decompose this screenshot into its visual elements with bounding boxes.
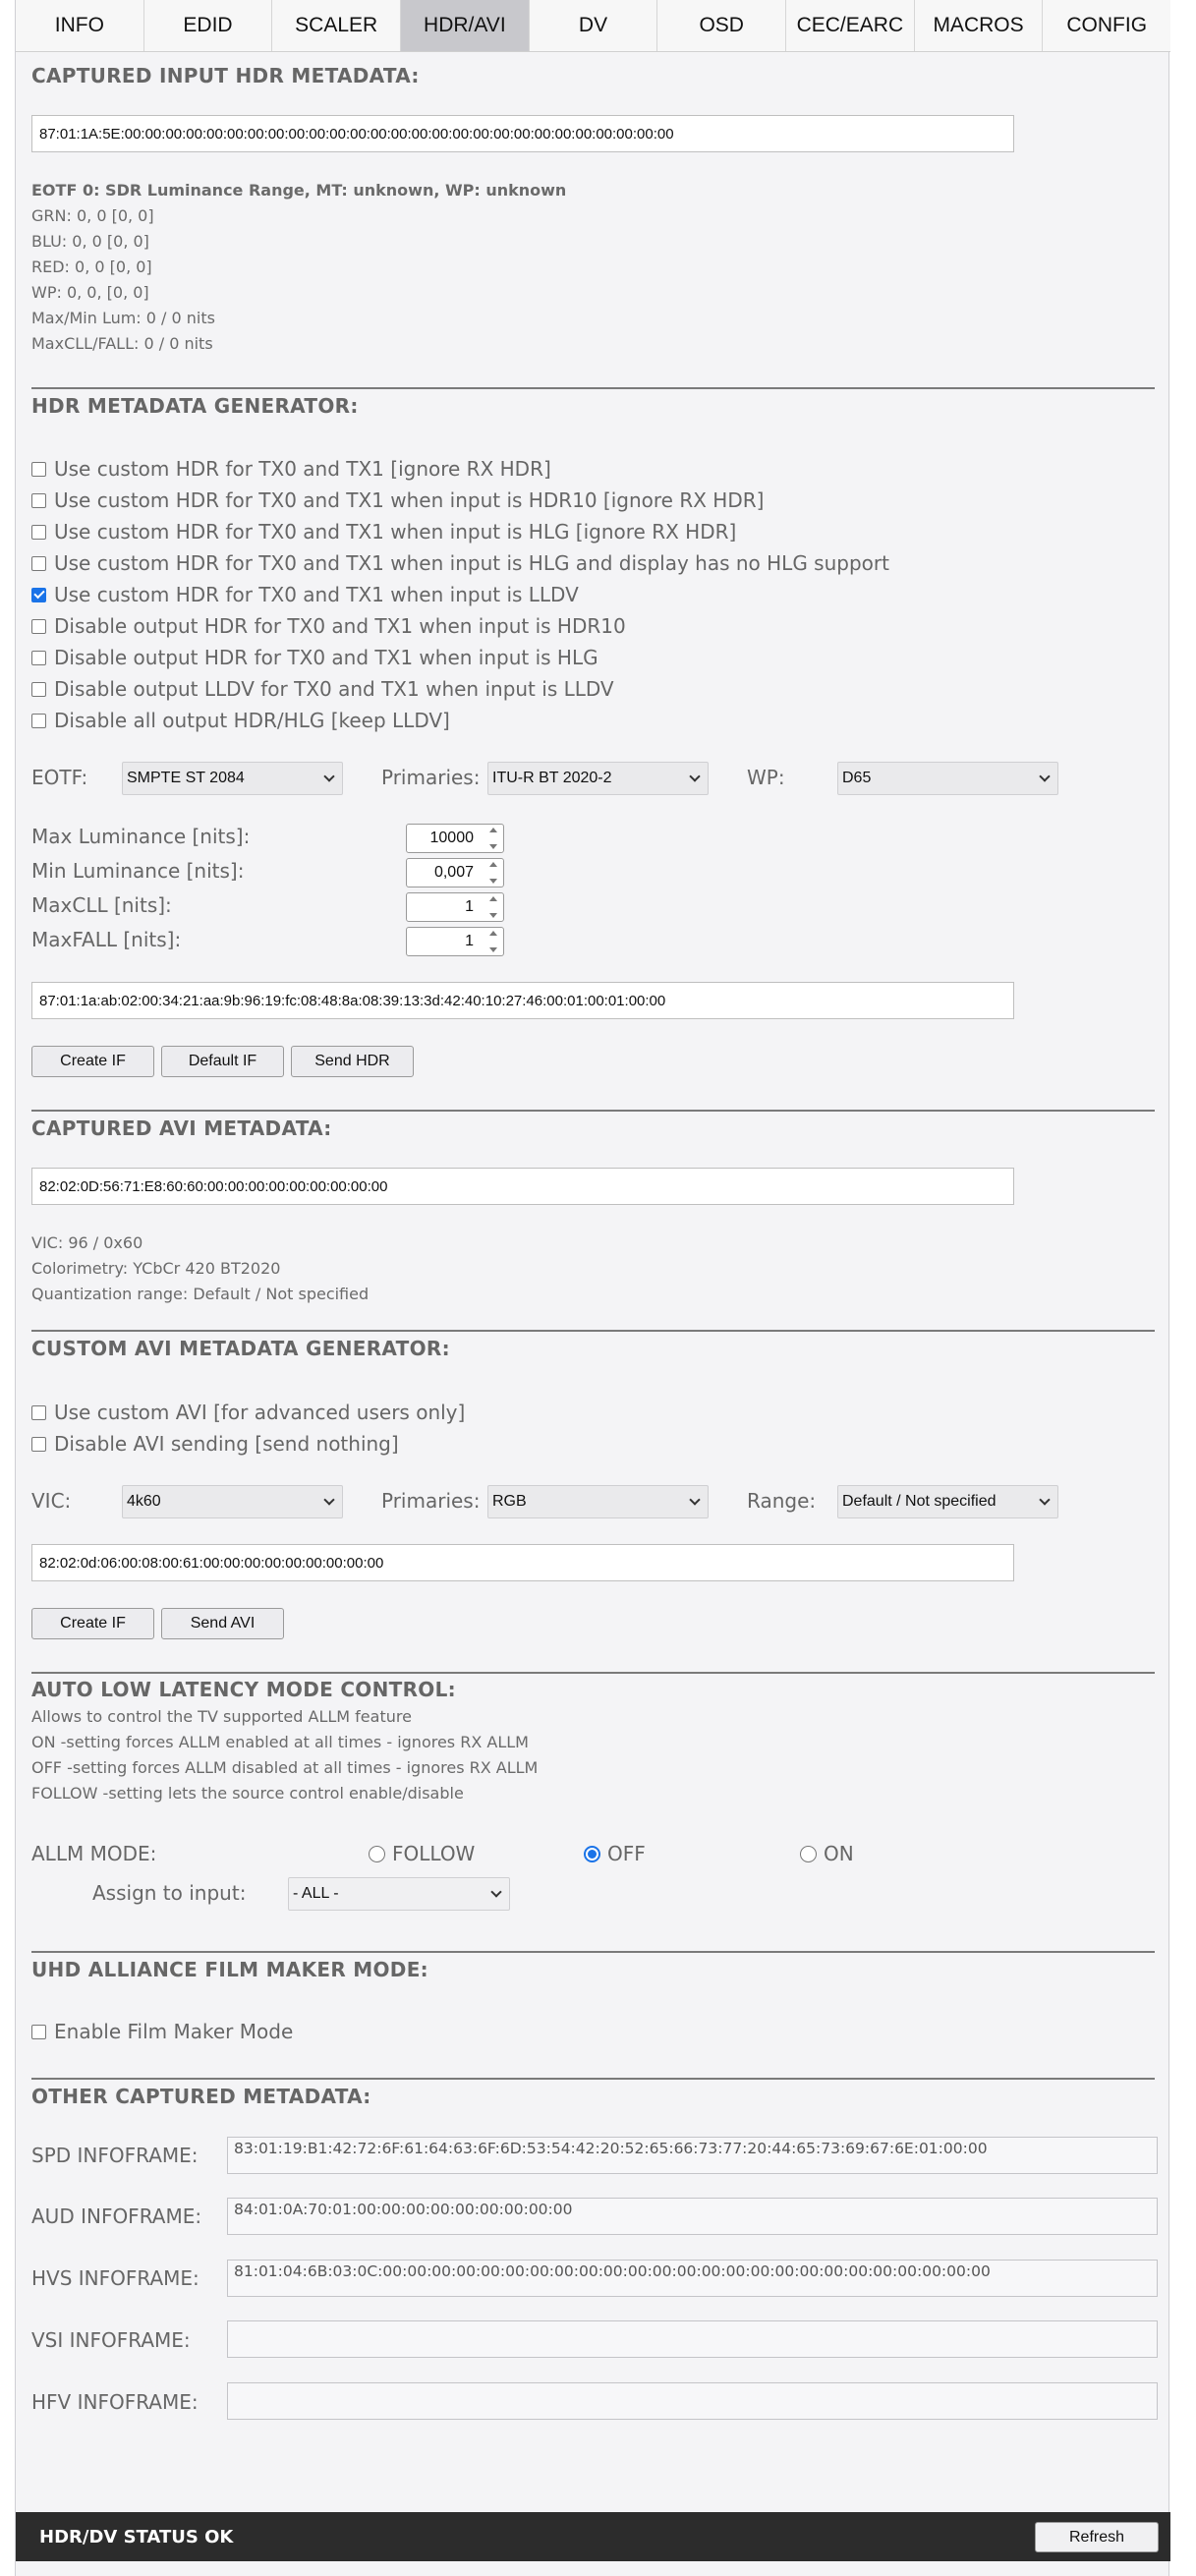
tab-edid[interactable]: EDID bbox=[144, 0, 273, 51]
tab-osd[interactable]: OSD bbox=[657, 0, 786, 51]
max-lum-input[interactable] bbox=[406, 824, 504, 853]
refresh-button[interactable]: Refresh bbox=[1035, 2522, 1159, 2552]
maxcll-label: MaxCLL [nits]: bbox=[31, 893, 172, 917]
checkbox-icon[interactable] bbox=[31, 1437, 46, 1452]
avi-colorimetry-line: Colorimetry: YCbCr 420 BT2020 bbox=[31, 1259, 281, 1278]
allm-radio-off[interactable] bbox=[584, 1842, 646, 1865]
status-text: HDR/DV STATUS OK bbox=[39, 2526, 234, 2547]
avi-primaries-label: Primaries: bbox=[381, 1489, 481, 1513]
range-label: Range: bbox=[747, 1489, 817, 1513]
checkbox-icon[interactable] bbox=[31, 619, 46, 634]
vsi-infoframe bbox=[227, 2320, 1158, 2358]
checkbox-icon[interactable] bbox=[31, 462, 46, 477]
checkbox-label: Use custom AVI [for advanced users only] bbox=[54, 1401, 466, 1424]
maxcll-input[interactable] bbox=[406, 892, 504, 922]
checkbox-label: Use custom HDR for TX0 and TX1 when input is HLG and display has no HLG support bbox=[54, 551, 889, 575]
maxfall-label: MaxFALL [nits]: bbox=[31, 928, 182, 951]
avi-hex-input[interactable]: 82:02:0d:06:00:08:00:61:00:00:00:00:00:00:00:00:00 bbox=[31, 1544, 1014, 1581]
tab-info[interactable]: INFO bbox=[16, 0, 144, 51]
film-maker-checkbox[interactable] bbox=[31, 2019, 293, 2044]
create-if-button[interactable]: Create IF bbox=[31, 1046, 154, 1077]
captured-hdr-title: CAPTURED INPUT HDR METADATA: bbox=[31, 64, 420, 87]
avi-primaries-select[interactable]: RGB bbox=[487, 1485, 709, 1518]
hdr-checkbox-5[interactable] bbox=[31, 613, 626, 639]
assign-input-select[interactable]: - ALL - bbox=[288, 1877, 510, 1911]
avi-checkbox-1[interactable] bbox=[31, 1431, 399, 1457]
hdr-lum-line: Max/Min Lum: 0 / 0 nits bbox=[31, 309, 215, 327]
allm-radio-follow[interactable] bbox=[369, 1842, 475, 1865]
hdr-checkbox-2[interactable] bbox=[31, 519, 736, 544]
maxfall-input[interactable] bbox=[406, 927, 504, 956]
captured-hdr-info bbox=[31, 178, 566, 357]
assign-input-label: Assign to input: bbox=[92, 1881, 247, 1905]
spinner-icon[interactable] bbox=[486, 931, 500, 952]
divider bbox=[31, 387, 1155, 389]
divider bbox=[31, 1110, 1155, 1112]
checkbox-icon[interactable] bbox=[31, 493, 46, 508]
avi-gen-title: CUSTOM AVI METADATA GENERATOR: bbox=[31, 1337, 450, 1360]
hdr-checkbox-8[interactable] bbox=[31, 708, 450, 733]
checkbox-icon[interactable] bbox=[31, 1405, 46, 1420]
radio-label: OFF bbox=[607, 1842, 646, 1865]
hdr-checkbox-3[interactable] bbox=[31, 550, 889, 576]
other-title: OTHER CAPTURED METADATA: bbox=[31, 2085, 371, 2108]
allm-mode-label: ALLM MODE: bbox=[31, 1842, 157, 1865]
radio-icon[interactable] bbox=[369, 1846, 385, 1862]
captured-avi-info bbox=[31, 1231, 369, 1307]
checkbox-icon[interactable] bbox=[31, 714, 46, 728]
checkbox-icon[interactable] bbox=[31, 682, 46, 697]
spd-label: SPD INFOFRAME: bbox=[31, 2144, 199, 2167]
hdr-cll-line: MaxCLL/FALL: 0 / 0 nits bbox=[31, 334, 213, 353]
divider bbox=[31, 1951, 1155, 1953]
min-lum-input[interactable] bbox=[406, 858, 504, 887]
hdr-checkbox-4[interactable] bbox=[31, 582, 579, 607]
checkbox-icon[interactable] bbox=[31, 651, 46, 665]
avi-vic-line: VIC: 96 / 0x60 bbox=[31, 1233, 143, 1252]
spinner-icon[interactable] bbox=[486, 896, 500, 918]
checkbox-icon[interactable] bbox=[31, 556, 46, 571]
aud-label: AUD INFOFRAME: bbox=[31, 2204, 202, 2228]
wp-label: WP: bbox=[747, 766, 785, 789]
checkbox-label: Disable AVI sending [send nothing] bbox=[54, 1432, 399, 1456]
tab-config[interactable]: CONFIG bbox=[1066, 14, 1148, 36]
hfv-label: HFV INFOFRAME: bbox=[31, 2390, 199, 2414]
divider bbox=[31, 2078, 1155, 2080]
spinner-icon[interactable] bbox=[486, 828, 500, 849]
min-lum-value: 0,007 bbox=[433, 864, 474, 881]
avi-quant-line: Quantization range: Default / Not specified bbox=[31, 1285, 370, 1303]
main-frame bbox=[15, 0, 1169, 2576]
checkbox-label: Disable output HDR for TX0 and TX1 when input is HDR10 bbox=[54, 614, 626, 638]
checkbox-icon[interactable] bbox=[31, 525, 46, 540]
allm-info bbox=[31, 1704, 538, 1806]
hdr-wp-line: WP: 0, 0, [0, 0] bbox=[31, 283, 149, 302]
radio-label: FOLLOW bbox=[392, 1842, 476, 1865]
checkbox-label: Use custom HDR for TX0 and TX1 when input is HLG [ignore RX HDR] bbox=[54, 520, 737, 544]
max-lum-value: 10000 bbox=[429, 830, 474, 846]
hdr-checkbox-0[interactable] bbox=[31, 456, 551, 482]
tab-dv[interactable]: DV bbox=[530, 0, 658, 51]
captured-avi-value: 82:02:0D:56:71:E8:60:60:00:00:00:00:00:00:00:00:00 bbox=[31, 1168, 1014, 1205]
eotf-select[interactable]: SMPTE ST 2084 bbox=[122, 762, 343, 795]
send-hdr-button[interactable]: Send HDR bbox=[291, 1046, 414, 1077]
tab-macros[interactable]: MACROS bbox=[915, 0, 1044, 51]
checkbox-label: Use custom HDR for TX0 and TX1 when input is HDR10 [ignore RX HDR] bbox=[54, 488, 765, 512]
spd-infoframe: 83:01:19:B1:42:72:6F:61:64:63:6F:6D:53:54:42:20:52:65:66:73:77:20:44:65:73:69:67:6E:01:00:00 bbox=[227, 2137, 1158, 2174]
aud-infoframe: 84:01:0A:70:01:00:00:00:00:00:00:00:00:00 bbox=[227, 2198, 1158, 2235]
hdr-blu-line: BLU: 0, 0 [0, 0] bbox=[31, 232, 149, 251]
vic-select[interactable]: 4k60 bbox=[122, 1485, 343, 1518]
vsi-label: VSI INFOFRAME: bbox=[31, 2328, 191, 2352]
tab-bar bbox=[16, 0, 1170, 52]
hdr-red-line: RED: 0, 0 [0, 0] bbox=[31, 258, 152, 276]
avi-checkbox-0[interactable] bbox=[31, 1400, 465, 1425]
hdr-gen-title: HDR METADATA GENERATOR: bbox=[31, 394, 359, 418]
divider bbox=[31, 1330, 1155, 1332]
divider bbox=[31, 1672, 1155, 1674]
tab-scaler[interactable]: SCALER bbox=[272, 0, 401, 51]
checkbox-label: Disable all output HDR/HLG [keep LLDV] bbox=[54, 709, 450, 732]
hdr-hex-input[interactable]: 87:01:1a:ab:02:00:34:21:aa:9b:96:19:fc:08:48:8a:08:39:13:3d:42:40:10:27:46:00:01:00:01:00:00 bbox=[31, 982, 1014, 1019]
maxfall-value: 1 bbox=[465, 933, 474, 949]
tab-cec-earc[interactable]: CEC/EARC bbox=[786, 0, 915, 51]
fmm-title: UHD ALLIANCE FILM MAKER MODE: bbox=[31, 1958, 428, 1981]
allm-title: AUTO LOW LATENCY MODE CONTROL: bbox=[31, 1678, 456, 1701]
hfv-infoframe bbox=[227, 2382, 1158, 2420]
allm-line: OFF -setting forces ALLM disabled at all times - ignores RX ALLM bbox=[31, 1758, 539, 1777]
radio-selected-icon[interactable] bbox=[584, 1846, 600, 1862]
send-avi-button[interactable]: Send AVI bbox=[161, 1608, 284, 1639]
captured-avi-title: CAPTURED AVI METADATA: bbox=[31, 1116, 332, 1140]
allm-line: ON -setting forces ALLM enabled at all times - ignores RX ALLM bbox=[31, 1733, 529, 1751]
avi-create-if-button[interactable]: Create IF bbox=[31, 1608, 154, 1639]
captured-hdr-value: 87:01:1A:5E:00:00:00:00:00:00:00:00:00:00:00:00:00:00:00:00:00:00:00:00:00:00:00:00:00:00:00 bbox=[31, 115, 1014, 152]
allm-line: Allows to control the TV supported ALLM feature bbox=[31, 1707, 412, 1726]
maxcll-value: 1 bbox=[465, 898, 474, 915]
default-if-button[interactable]: Default IF bbox=[161, 1046, 284, 1077]
range-select[interactable]: Default / Not specified bbox=[837, 1485, 1058, 1518]
checkbox-label: Disable output HDR for TX0 and TX1 when input is HLG bbox=[54, 646, 598, 669]
wp-select[interactable]: D65 bbox=[837, 762, 1058, 795]
checkbox-label: Enable Film Maker Mode bbox=[54, 2020, 294, 2043]
min-lum-label: Min Luminance [nits]: bbox=[31, 859, 245, 883]
checkbox-label: Disable output LLDV for TX0 and TX1 when input is LLDV bbox=[54, 677, 614, 701]
radio-icon[interactable] bbox=[800, 1846, 817, 1862]
primaries-select[interactable]: ITU-R BT 2020-2 bbox=[487, 762, 709, 795]
radio-label: ON bbox=[824, 1842, 854, 1865]
eotf-label: EOTF: bbox=[31, 766, 88, 789]
checkbox-checked-icon[interactable] bbox=[31, 588, 46, 602]
max-lum-label: Max Luminance [nits]: bbox=[31, 825, 251, 848]
primaries-label: Primaries: bbox=[381, 766, 481, 789]
checkbox-label: Use custom HDR for TX0 and TX1 when input is LLDV bbox=[54, 583, 579, 606]
tab-hdr-avi[interactable]: HDR/AVI bbox=[401, 0, 530, 51]
hdr-grn-line: GRN: 0, 0 [0, 0] bbox=[31, 206, 154, 225]
spinner-icon[interactable] bbox=[486, 862, 500, 884]
hdr-checkbox-7[interactable] bbox=[31, 676, 614, 702]
allm-line: FOLLOW -setting lets the source control enable/disable bbox=[31, 1784, 464, 1803]
hvs-label: HVS INFOFRAME: bbox=[31, 2266, 199, 2290]
status-bar bbox=[16, 2512, 1170, 2561]
vic-label: VIC: bbox=[31, 1489, 72, 1513]
allm-radio-on[interactable] bbox=[800, 1842, 854, 1865]
hdr-checkbox-1[interactable] bbox=[31, 487, 764, 513]
hdr-checkbox-6[interactable] bbox=[31, 645, 598, 670]
hdr-eotf-line: EOTF 0: SDR Luminance Range, MT: unknown, WP: unknown bbox=[31, 181, 567, 200]
checkbox-label: Use custom HDR for TX0 and TX1 [ignore RX HDR] bbox=[54, 457, 551, 481]
checkbox-icon[interactable] bbox=[31, 2025, 46, 2039]
hvs-infoframe: 81:01:04:6B:03:0C:00:00:00:00:00:00:00:00:00:00:00:00:00:00:00:00:00:00:00:00:00:00:00:00:00 bbox=[227, 2260, 1158, 2297]
